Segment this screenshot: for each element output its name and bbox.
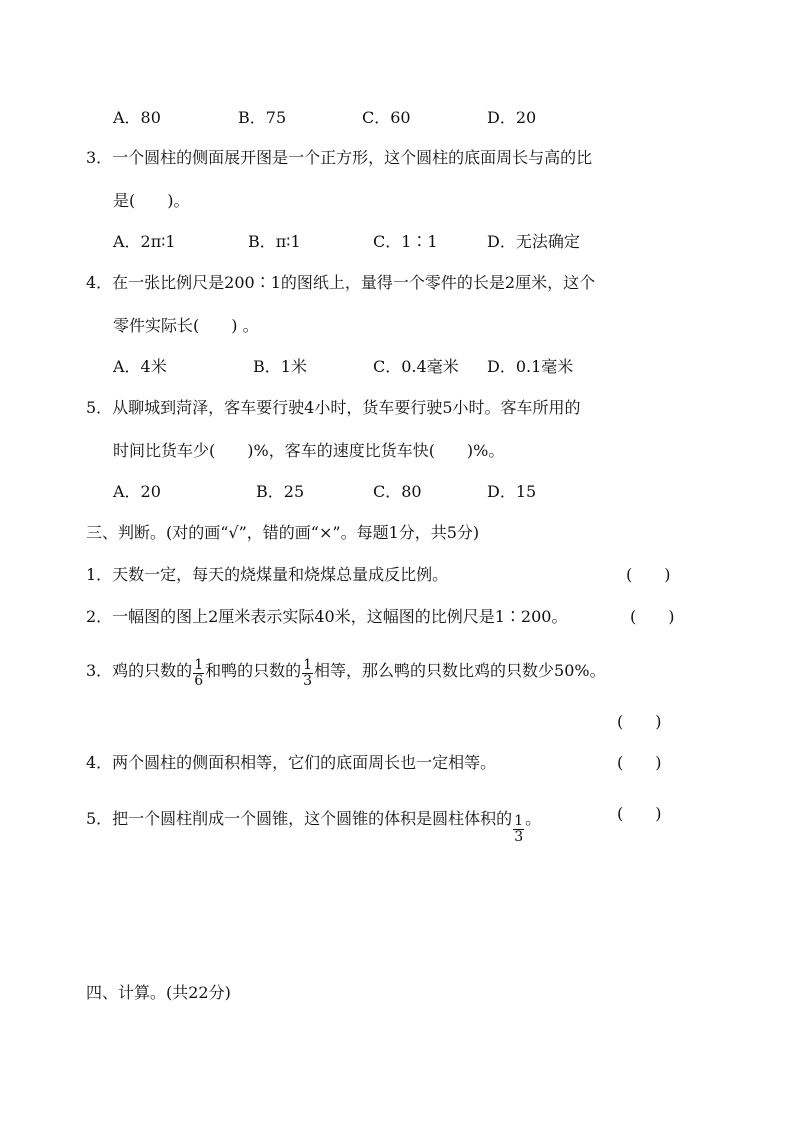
judge-item-5-answer-blank[interactable]: ( ) xyxy=(617,804,662,823)
q3-option-a: A．2π∶1 xyxy=(113,232,176,251)
q5-line1: 5．从聊城到菏泽，客车要行驶4小时，货车要行驶5小时。客车所用的 xyxy=(86,398,581,417)
q4-option-a: A．4米 xyxy=(113,357,167,376)
fraction-numerator: 1 xyxy=(514,813,524,829)
q4-option-b: B．1米 xyxy=(253,357,307,376)
q4-option-c: C．0.4毫米 xyxy=(373,357,459,376)
judge-item-5-pre: 5．把一个圆柱削成一个圆锥，这个圆锥的体积是圆柱体积的 xyxy=(86,809,513,828)
judge-item-3-mid: 和鸭的只数的 xyxy=(205,661,302,680)
judge-item-1-text: 1．天数一定，每天的烧煤量和烧煤总量成反比例。 xyxy=(86,565,449,584)
q2-option-b: B．75 xyxy=(238,108,287,127)
q2-option-d: D．20 xyxy=(487,108,537,127)
section4-title: 四、计算。(共22分) xyxy=(86,983,231,1002)
fraction-one-third xyxy=(302,658,313,689)
fraction-denominator: 3 xyxy=(514,829,524,845)
judge-item-4-text: 4．两个圆柱的侧面积相等，它们的底面周长也一定相等。 xyxy=(86,753,497,772)
q3-option-d: D．无法确定 xyxy=(487,232,580,251)
judge-item-3-post: 相等，那么鸭的只数比鸡的只数少50%。 xyxy=(314,661,606,680)
q4-line1: 4．在一张比例尺是200∶1的图纸上，量得一个零件的长是2厘米，这个 xyxy=(86,273,596,292)
judge-item-2-answer-blank[interactable]: ( ) xyxy=(630,607,675,626)
q5-option-b: B．25 xyxy=(256,482,305,501)
q5-line2: 时间比货车少( )%，客车的速度比货车快( )%。 xyxy=(113,441,505,460)
fraction-denominator: 3 xyxy=(303,673,313,689)
section3-title: 三、判断。(对的画“√”，错的画“×”。每题1分，共5分) xyxy=(86,523,480,542)
q5-option-c: C．80 xyxy=(373,482,422,501)
q3-option-c: C．1∶1 xyxy=(373,232,438,251)
judge-item-3-pre: 3．鸡的只数的 xyxy=(86,661,193,680)
judge-item-3-answer-blank[interactable]: ( ) xyxy=(617,712,662,731)
q2-option-a: A．80 xyxy=(113,108,161,127)
q3-line2: 是( )。 xyxy=(113,191,190,210)
q3-line1: 3．一个圆柱的侧面展开图是一个正方形，这个圆柱的底面周长与高的比 xyxy=(86,148,593,167)
fraction-denominator: 6 xyxy=(194,673,204,689)
judge-item-5-text xyxy=(86,804,542,845)
fraction-one-third xyxy=(513,814,524,845)
q2-option-c: C．60 xyxy=(362,108,411,127)
fraction-numerator: 1 xyxy=(194,657,204,673)
q4-line2: 零件实际长( ) 。 xyxy=(113,316,259,335)
judge-item-2-text: 2．一幅图的图上2厘米表示实际40米，这幅图的比例尺是1∶200。 xyxy=(86,607,568,626)
judge-item-1-answer-blank[interactable]: ( ) xyxy=(626,565,671,584)
fraction-numerator: 1 xyxy=(303,657,313,673)
judge-item-3-text xyxy=(86,656,606,687)
q3-option-b: B．π∶1 xyxy=(248,232,301,251)
fraction-one-sixth xyxy=(193,658,204,689)
judge-item-5-post: 。 xyxy=(525,809,542,828)
judge-item-4-answer-blank[interactable]: ( ) xyxy=(617,753,662,772)
q5-option-a: A．20 xyxy=(113,482,161,501)
q5-option-d: D．15 xyxy=(487,482,537,501)
q4-option-d: D．0.1毫米 xyxy=(487,357,574,376)
